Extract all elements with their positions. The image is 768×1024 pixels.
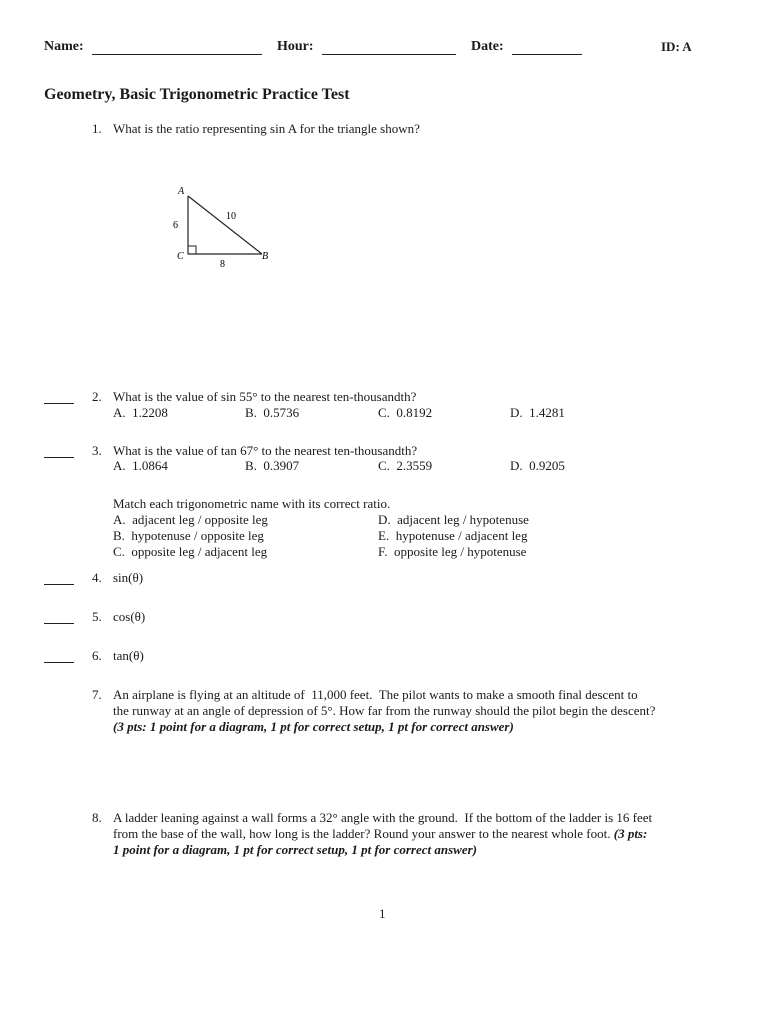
q2-answer-blank[interactable]	[44, 403, 74, 404]
side-cb-label: 8	[220, 259, 225, 270]
q2-number: 2.	[92, 389, 102, 404]
name-label-text: Name:	[44, 39, 84, 54]
q1-text: What is the ratio representing sin A for the triangle shown?	[113, 121, 420, 136]
q5-answer-blank[interactable]	[44, 623, 74, 624]
triangle-figure	[160, 180, 290, 275]
q3-option-d: D. 0.9205	[510, 458, 565, 473]
id-label: ID: A	[661, 39, 692, 54]
match-choice-e: E. hypotenuse / adjacent leg	[378, 528, 528, 543]
q2-text: What is the value of sin 55° to the nearest ten-thousandth?	[113, 389, 417, 404]
q8-line2-text: from the base of the wall, how long is the ladder? Round your answer to the nearest whole foot.	[113, 826, 611, 841]
matching-instruction: Match each trigonometric name with its correct ratio.	[113, 496, 391, 511]
date-label-text: Date:	[471, 39, 504, 54]
name-label	[44, 39, 84, 55]
q2-option-d: D. 1.4281	[510, 405, 565, 420]
date-label	[471, 39, 504, 55]
page-number: 1	[379, 906, 386, 921]
q3-option-a: A. 1.0864	[113, 458, 168, 473]
q3-option-b: B. 0.3907	[245, 458, 300, 473]
q4-text: sin(θ)	[113, 570, 144, 585]
q8-line2-points: (3 pts:	[613, 826, 648, 841]
q8-line1: A ladder leaning against a wall forms a 32° angle with the ground. If the bottom of the ladder is 16 feet	[113, 810, 653, 825]
q7-points: (3 pts: 1 point for a diagram, 1 pt for correct setup, 1 pt for correct answer)	[113, 719, 514, 734]
q7-line2: the runway at an angle of depression of 5°. How far from the runway should the pilot begin the descent?	[113, 703, 656, 718]
q3-option-c: C. 2.3559	[378, 458, 433, 473]
q6-number: 6.	[92, 648, 102, 663]
match-choice-f: F. opposite leg / hypotenuse	[378, 544, 527, 559]
q1-number: 1.	[92, 121, 102, 136]
right-angle-mark	[188, 246, 196, 254]
match-choice-c: C. opposite leg / adjacent leg	[113, 544, 268, 559]
q6-answer-blank[interactable]	[44, 662, 74, 663]
vertex-b-label: B	[262, 251, 269, 262]
q4-number: 4.	[92, 570, 102, 585]
q4-answer-blank[interactable]	[44, 584, 74, 585]
page-title: Geometry, Basic Trigonometric Practice Test	[44, 86, 350, 103]
side-ab-label: 10	[226, 211, 236, 222]
hour-label-text: Hour:	[277, 39, 314, 54]
q5-number: 5.	[92, 609, 102, 624]
q8-line3-points: 1 point for a diagram, 1 pt for correct setup, 1 pt for correct answer)	[113, 842, 477, 857]
q7-line1: An airplane is flying at an altitude of 11,000 feet. The pilot wants to make a smooth final descent to	[113, 687, 638, 702]
q8-line2	[113, 826, 647, 842]
hour-field[interactable]	[322, 41, 456, 55]
q3-text: What is the value of tan 67° to the nearest ten-thousandth?	[113, 443, 418, 458]
match-choice-d: D. adjacent leg / hypotenuse	[378, 512, 529, 527]
vertex-a-label: A	[178, 186, 185, 197]
date-field[interactable]	[512, 41, 582, 55]
q6-text: tan(θ)	[113, 648, 144, 663]
q2-option-a: A. 1.2208	[113, 405, 168, 420]
vertex-c-label: C	[177, 251, 184, 262]
q3-answer-blank[interactable]	[44, 457, 74, 458]
q3-number: 3.	[92, 443, 102, 458]
q2-option-c: C. 0.8192	[378, 405, 433, 420]
side-ab	[188, 196, 262, 254]
q5-text: cos(θ)	[113, 609, 146, 624]
q8-number: 8.	[92, 810, 102, 825]
name-field[interactable]	[92, 41, 262, 55]
match-choice-a: A. adjacent leg / opposite leg	[113, 512, 268, 527]
match-choice-b: B. hypotenuse / opposite leg	[113, 528, 264, 543]
hour-label	[277, 39, 314, 55]
q2-option-b: B. 0.5736	[245, 405, 300, 420]
q7-number: 7.	[92, 687, 102, 702]
side-ac-label: 6	[173, 220, 178, 231]
